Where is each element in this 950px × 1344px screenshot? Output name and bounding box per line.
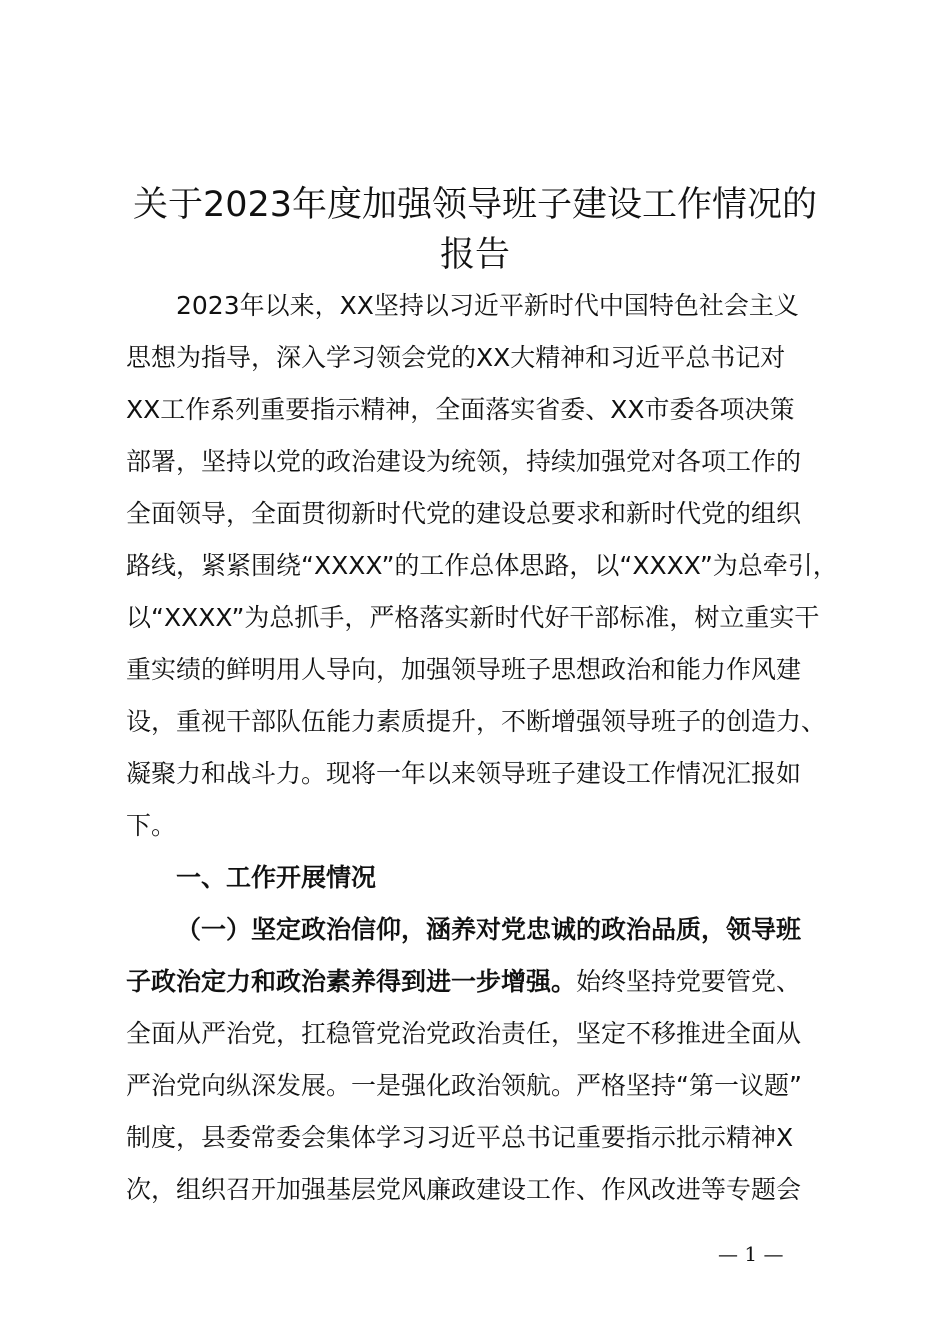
- title-line-1: 关于2023年度加强领导班子建设工作情况的: [132, 185, 818, 225]
- paragraph-line: 以“XXXX”为总抓手，严格落实新时代好干部标准，树立重实干: [126, 603, 820, 632]
- paragraph-line: 全面从严治党，扛稳管党治党政治责任，坚定不移推进全面从: [126, 1019, 802, 1048]
- title-line-2: 报告: [439, 235, 510, 275]
- page-number: — 1 —: [718, 1242, 784, 1266]
- paragraph-line: 思想为指导，深入学习领会党的XX大精神和习近平总书记对: [126, 343, 786, 372]
- paragraph-line: 2023年以来，XX坚持以习近平新时代中国特色社会主义: [176, 291, 799, 320]
- paragraph-line: XX工作系列重要指示精神，全面落实省委、XX市委各项决策: [126, 395, 795, 424]
- section-heading: 一、工作开展情况: [176, 863, 377, 892]
- paragraph-line: 设，重视干部队伍能力素质提升，不断增强领导班子的创造力、: [126, 707, 827, 736]
- paragraph-line: 路线，紧紧围绕“XXXX”的工作总体思路，以“XXXX”为总牵引，: [126, 551, 838, 580]
- subsection-heading-end: 子政治定力和政治素养得到进一步增强。: [126, 967, 577, 996]
- paragraph-line: 凝聚力和战斗力。现将一年以来领导班子建设工作情况汇报如: [126, 759, 802, 788]
- document-body: [126, 280, 846, 1216]
- document-title: [110, 180, 840, 280]
- paragraph-line: 部署，坚持以党的政治建设为统领，持续加强党对各项工作的: [126, 447, 802, 476]
- paragraph-line: 下。: [126, 811, 177, 840]
- subsection-mixed-line: [126, 956, 846, 1008]
- paragraph-line: 严治党向纵深发展。一是强化政治领航。严格坚持“第一议题”: [126, 1071, 802, 1100]
- subsection-heading-line: （一）坚定政治信仰，涵养对党忠诚的政治品质，领导班: [176, 915, 802, 944]
- paragraph-line: 全面领导，全面贯彻新时代党的建设总要求和新时代党的组织: [126, 499, 802, 528]
- paragraph-line: 重实绩的鲜明用人导向，加强领导班子思想政治和能力作风建: [126, 655, 802, 684]
- paragraph-text: 始终坚持党要管党、: [576, 967, 802, 996]
- paragraph-line: 制度，县委常委会集体学习习近平总书记重要指示批示精神X: [126, 1123, 794, 1152]
- paragraph-line: 次，组织召开加强基层党风廉政建设工作、作风改进等专题会: [126, 1175, 802, 1204]
